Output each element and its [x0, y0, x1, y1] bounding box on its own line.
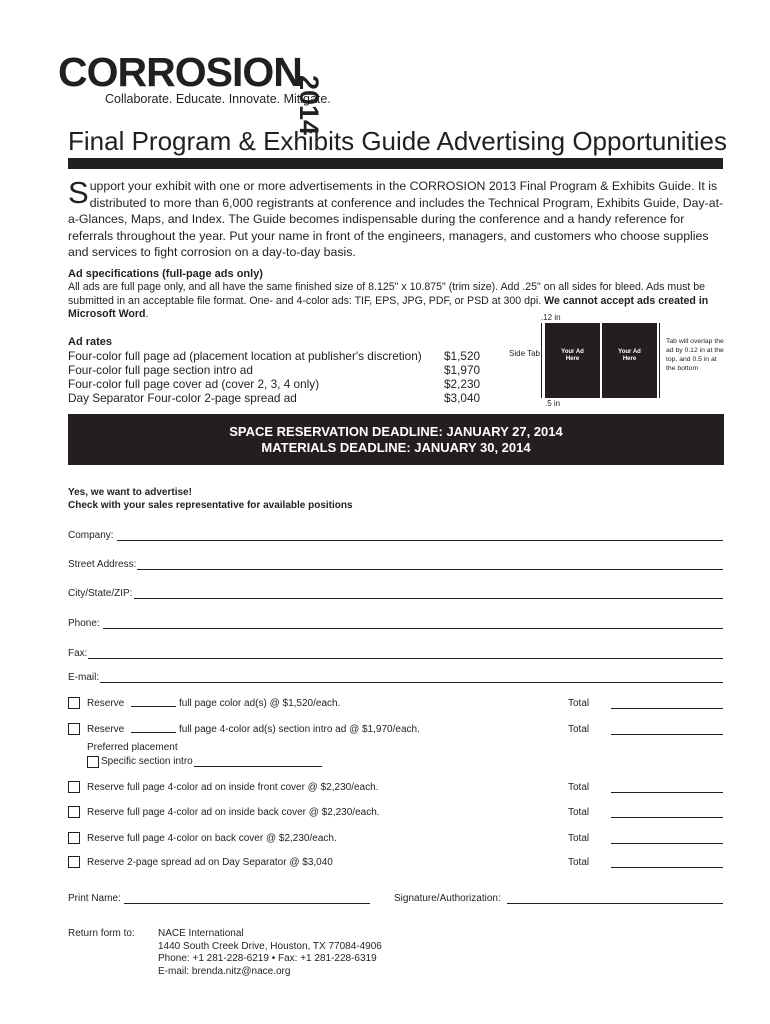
reserve-back-cover-checkbox[interactable]	[68, 832, 80, 844]
email-field[interactable]	[100, 682, 723, 683]
total-field[interactable]	[611, 734, 723, 735]
section-desc: full page 4-color ad(s) section intro ad @ $1,970/each.	[179, 724, 420, 735]
total-label: Total	[568, 698, 590, 709]
return-email: E-mail: brenda.nitz@nace.org	[158, 965, 291, 977]
city-label: City/State/ZIP:	[68, 588, 133, 599]
reserve-label: Reserve	[87, 724, 125, 735]
rate-label: Four-color full page ad (placement location at publisher's discretion)	[68, 349, 422, 363]
total-label: Total	[568, 857, 590, 868]
signature-field[interactable]	[507, 903, 723, 904]
specs-heading: Ad specifications (full-page ads only)	[68, 268, 263, 280]
specs-emphasis: We cannot accept ads created in Microsoft Word	[68, 294, 709, 320]
city-field[interactable]	[134, 598, 723, 599]
tab-note: Tab will overlap the ad by 0.12 in at the top, and 0.5 in at the bottom	[666, 338, 724, 372]
specific-section-checkbox[interactable]	[87, 756, 99, 768]
spread-desc: Reserve 2-page spread ad on Day Separator @ $3,040	[87, 857, 333, 868]
phone-label: Phone:	[68, 618, 100, 629]
intro-dropcap: S	[68, 175, 89, 210]
reserve-front-cover-checkbox[interactable]	[68, 781, 80, 793]
rate-price: $1,520	[444, 349, 481, 363]
specs-text: All ads are full page only, and all have the same finished size of 8.125" x 10.875" (trim size). Add .25" on all sides for bleed. Ads must be submitted in an acceptable file format. One- and 4-color ads: TIF, EPS, JPG, PDF, or PSD at 300 dpi.	[68, 281, 706, 307]
total-label: Total	[568, 807, 590, 818]
specific-section-field[interactable]	[194, 766, 322, 767]
ad-page-left	[545, 323, 600, 398]
form-intro-check: Check with your sales representative for available positions	[68, 500, 353, 511]
email-label: E-mail:	[68, 672, 100, 683]
rate-price: $2,230	[444, 377, 481, 391]
total-label: Total	[568, 782, 590, 793]
form-intro-yes: Yes, we want to advertise!	[68, 487, 192, 498]
corrosion-logo: CORROSION	[58, 49, 302, 95]
ad-page-right	[602, 323, 657, 398]
rate-label: Four-color full page cover ad (cover 2, 3, 4 only)	[68, 377, 320, 391]
materials-deadline: MATERIALS DEADLINE: JANUARY 30, 2014	[261, 440, 531, 455]
reserve-spread-checkbox[interactable]	[68, 856, 80, 868]
ad-page-right-label: Your Ad Here	[618, 349, 641, 362]
reserve-full-page-checkbox[interactable]	[68, 697, 80, 709]
total-field[interactable]	[611, 792, 723, 793]
bottom-measure-label: .5 in	[545, 399, 561, 408]
side-tab-label: Side Tab	[509, 349, 540, 358]
total-field[interactable]	[611, 708, 723, 709]
signature-label: Signature/Authorization:	[394, 893, 501, 904]
space-deadline: SPACE RESERVATION DEADLINE: JANUARY 27, 2014	[229, 424, 563, 439]
specs-body	[68, 281, 728, 322]
reserve-inside-back-checkbox[interactable]	[68, 806, 80, 818]
tab-strip-right	[659, 323, 660, 398]
phone-field[interactable]	[103, 628, 723, 629]
ad-page-left-label: Your Ad Here	[561, 349, 584, 362]
rate-label: Day Separator Four-color 2-page spread ad	[68, 391, 297, 405]
return-address	[158, 928, 382, 978]
specs-period: .	[145, 308, 149, 320]
street-label: Street Address:	[68, 559, 137, 570]
total-label: Total	[568, 833, 590, 844]
intro-text: upport your exhibit with one or more advertisements in the CORROSION 2013 Final Program & Exhibits Guide. It is distributed to more than 6,000 registrants at conference and includes the Technical Program, Exhibits Guide, Day-at-a-Glances, Maps, and Index. The Guide becomes indispensable during the conference and a handy reference for referrals throughout the year. Put your name in front of the engineers, managers, and customers who choose supplies and services to fight corrosion on a day-to-day basis.	[68, 179, 724, 259]
title-divider	[68, 158, 723, 169]
fax-label: Fax:	[68, 648, 88, 659]
logo-tagline: Collaborate. Educate. Innovate. Mitigate.	[105, 92, 331, 106]
rates-heading: Ad rates	[68, 336, 113, 348]
total-field[interactable]	[611, 817, 723, 818]
rate-label: Four-color full page section intro ad	[68, 363, 253, 377]
back-cover-desc: Reserve full page 4-color on back cover @ $2,230/each.	[87, 833, 337, 844]
rate-price: $1,970	[444, 363, 481, 377]
total-label: Total	[568, 724, 590, 735]
preferred-placement-label: Preferred placement	[87, 742, 178, 753]
tab-strip-left	[541, 323, 542, 398]
street-field[interactable]	[137, 569, 723, 570]
section-qty-field[interactable]	[131, 732, 176, 733]
page-title: Final Program & Exhibits Guide Advertising Opportunities	[68, 126, 727, 156]
full-page-desc: full page color ad(s) @ $1,520/each.	[179, 698, 341, 709]
company-label: Company:	[68, 530, 114, 541]
inside-back-desc: Reserve full page 4-color ad on inside back cover @ $2,230/each.	[87, 807, 380, 818]
return-phone-fax: Phone: +1 281-228-6219 • Fax: +1 281-228-6319	[158, 953, 377, 964]
total-field[interactable]	[611, 843, 723, 844]
form-intro	[68, 486, 353, 512]
logo-year: 2014	[294, 75, 324, 136]
fax-field[interactable]	[88, 658, 723, 659]
full-page-qty-field[interactable]	[131, 706, 176, 707]
return-label: Return form to:	[68, 928, 135, 939]
front-cover-desc: Reserve full page 4-color ad on inside front cover @ $2,230/each.	[87, 782, 379, 793]
reserve-label: Reserve	[87, 698, 125, 709]
rate-price: $3,040	[444, 391, 481, 405]
specific-section-label: Specific section intro	[101, 756, 193, 767]
company-field[interactable]	[117, 540, 723, 541]
intro-paragraph	[68, 175, 728, 261]
deadline-banner	[68, 414, 724, 465]
reserve-section-intro-checkbox[interactable]	[68, 723, 80, 735]
print-name-field[interactable]	[124, 903, 370, 904]
top-measure-label: .12 in	[541, 313, 561, 322]
total-field[interactable]	[611, 867, 723, 868]
return-street: 1440 South Creek Drive, Houston, TX 77084-4906	[158, 940, 382, 952]
print-name-label: Print Name:	[68, 893, 121, 904]
return-org: NACE International	[158, 928, 244, 939]
